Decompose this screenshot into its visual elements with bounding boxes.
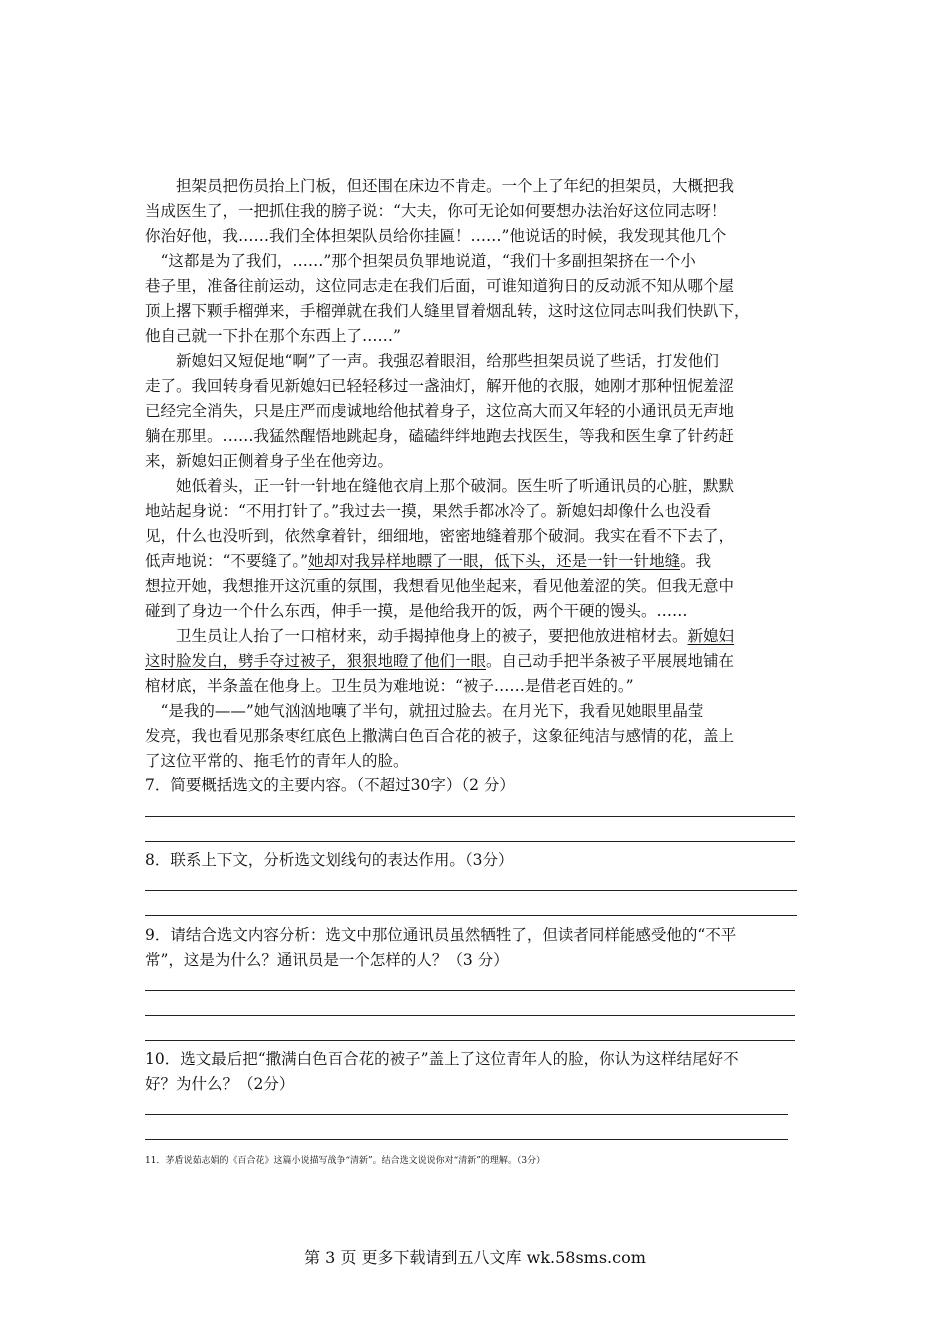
- passage-line: 他自己就一下扑在那个东西上了……”: [145, 327, 401, 345]
- plain-text: 卫生员让人抬了一口棺材来，动手揭掉他身上的被子，要把他放进棺材去。: [145, 627, 688, 645]
- passage-line: 她低着头，正一针一针地在缝他衣肩上那个破洞。医生听了听通讯员的心脏，默默: [145, 477, 735, 495]
- answer-line[interactable]: [145, 1040, 795, 1041]
- answer-line[interactable]: [145, 990, 795, 991]
- plain-text: 低声地说：“不要缝了。”: [145, 552, 309, 570]
- passage-line: 见，什么也没听到，依然拿着针，细细地，密密地缝着那个破洞。我实在看不下去了，: [145, 527, 735, 545]
- passage-line-with-underline: [145, 551, 711, 571]
- question-9-cont: 常”，这是为什么？通讯员是一个怎样的人？（3 分）: [145, 951, 509, 969]
- passage-line: 来，新媳妇正侧着身子坐在他旁边。: [145, 452, 394, 470]
- passage-line: “这都是为了我们，……”那个担架员负罪地说道，“我们十多副担架挤在一个小: [145, 252, 696, 270]
- passage-line-with-underline: [145, 651, 734, 671]
- page-footer: 第 3 页 更多下载请到五八文库 wk.58sms.com: [304, 1248, 646, 1267]
- passage-line: 躺在那里。……我猛然醒悟地跳起身，磕磕绊绊地跑去找医生，等我和医生拿了针药赶: [145, 427, 735, 445]
- question-8: 8．联系上下文，分析选文划线句的表达作用。（3分）: [145, 851, 514, 869]
- passage-line: 已经完全消失，只是庄严而虔诚地给他拭着身子，这位高大而又年轻的小通讯员无声地: [145, 402, 735, 420]
- passage-line: 走了。我回转身看见新媳妇已轻轻移过一盏油灯，解开他的衣服，她刚才那种忸怩羞涩: [145, 377, 735, 395]
- passage-line: 担架员把伤员抬上门板，但还围在床边不肯走。一个上了年纪的担架员，大概把我: [145, 177, 735, 195]
- passage-line: 想拉开她，我想推开这沉重的氛围，我想看见他坐起来，看见他羞涩的笑。但我无意中: [145, 577, 735, 595]
- question-10-cont: 好？为什么？（2分）: [145, 1075, 295, 1093]
- question-7: 7．简要概括选文的主要内容。（不超过30字）（2 分）: [145, 776, 515, 794]
- question-11: 11．茅盾说茹志娟的《百合花》这篇小说描写战争“清新”。结合选文说说你对“清新”的理解。（3分）: [145, 1156, 546, 1166]
- passage-line: 发亮，我也看见那条枣红底色上撒满白色百合花的被子，这象征纯洁与感情的花，盖上: [145, 727, 735, 745]
- answer-line[interactable]: [145, 915, 797, 916]
- answer-line[interactable]: [145, 1015, 795, 1016]
- answer-line[interactable]: [145, 816, 795, 817]
- passage-line: 当成医生了，一把抓住我的膀子说：“大夫，你可无论如何要想办法治好这位同志呀！: [145, 202, 727, 220]
- passage-line: 地站起身说：“不用打针了。”我过去一摸，果然手都冰冷了。新媳妇却像什么也没看: [145, 502, 712, 520]
- passage-line: 你治好他，我……我们全体担架队员给你挂匾！……”他说话的时候，我发现其他几个: [145, 227, 727, 245]
- passage-line: 顶上撂下颗手榴弹来，手榴弹就在我们人缝里冒着烟乱转，这时这位同志叫我们快趴下，: [145, 302, 750, 320]
- passage-line: 了这位平常的、拖毛竹的青年人的脸。: [145, 752, 409, 770]
- question-9: 9．请结合选文内容分析：选文中那位通讯员虽然牺牲了，但读者同样能感受他的“不平: [145, 926, 737, 944]
- underlined-sentence: 新媳妇: [687, 627, 735, 645]
- answer-line[interactable]: [145, 841, 795, 842]
- passage-line: “是我的——”她气汹汹地嚷了半句，就扭过脸去。在月光下，我看见她眼里晶莹: [145, 702, 704, 720]
- passage-line: 巷子里，准备往前运动，这位同志走在我们后面，可谁知道狗日的反动派不知从哪个屋: [145, 277, 735, 295]
- plain-text: 。自己动手把半条被子平展展地铺在: [486, 652, 735, 670]
- answer-line[interactable]: [145, 1139, 788, 1140]
- passage-line: 新媳妇又短促地“啊”了一声。我强忍着眼泪，给那些担架员说了些话，打发他们: [145, 352, 719, 370]
- plain-text: 。我: [680, 552, 712, 570]
- underlined-sentence: 这时脸发白，劈手夺过被子，狠狠地瞪了他们一眼: [145, 652, 487, 670]
- passage-line-with-underline: [145, 626, 734, 646]
- answer-line[interactable]: [145, 1114, 788, 1115]
- answer-line[interactable]: [145, 890, 797, 891]
- underlined-sentence: 她却对我异样地瞟了一眼，低下头，还是一针一针地缝: [308, 552, 681, 570]
- passage-line: 棺材底，半条盖在他身上。卫生员为难地说：“被子……是借老百姓的。”: [145, 677, 634, 695]
- passage-line: 碰到了身边一个什么东西，伸手一摸，是他给我开的饭，两个干硬的馒头。……: [145, 602, 688, 620]
- question-10: 10．选文最后把“撒满白色百合花的被子”盖上了这位青年人的脸，你认为这样结尾好不: [145, 1050, 739, 1068]
